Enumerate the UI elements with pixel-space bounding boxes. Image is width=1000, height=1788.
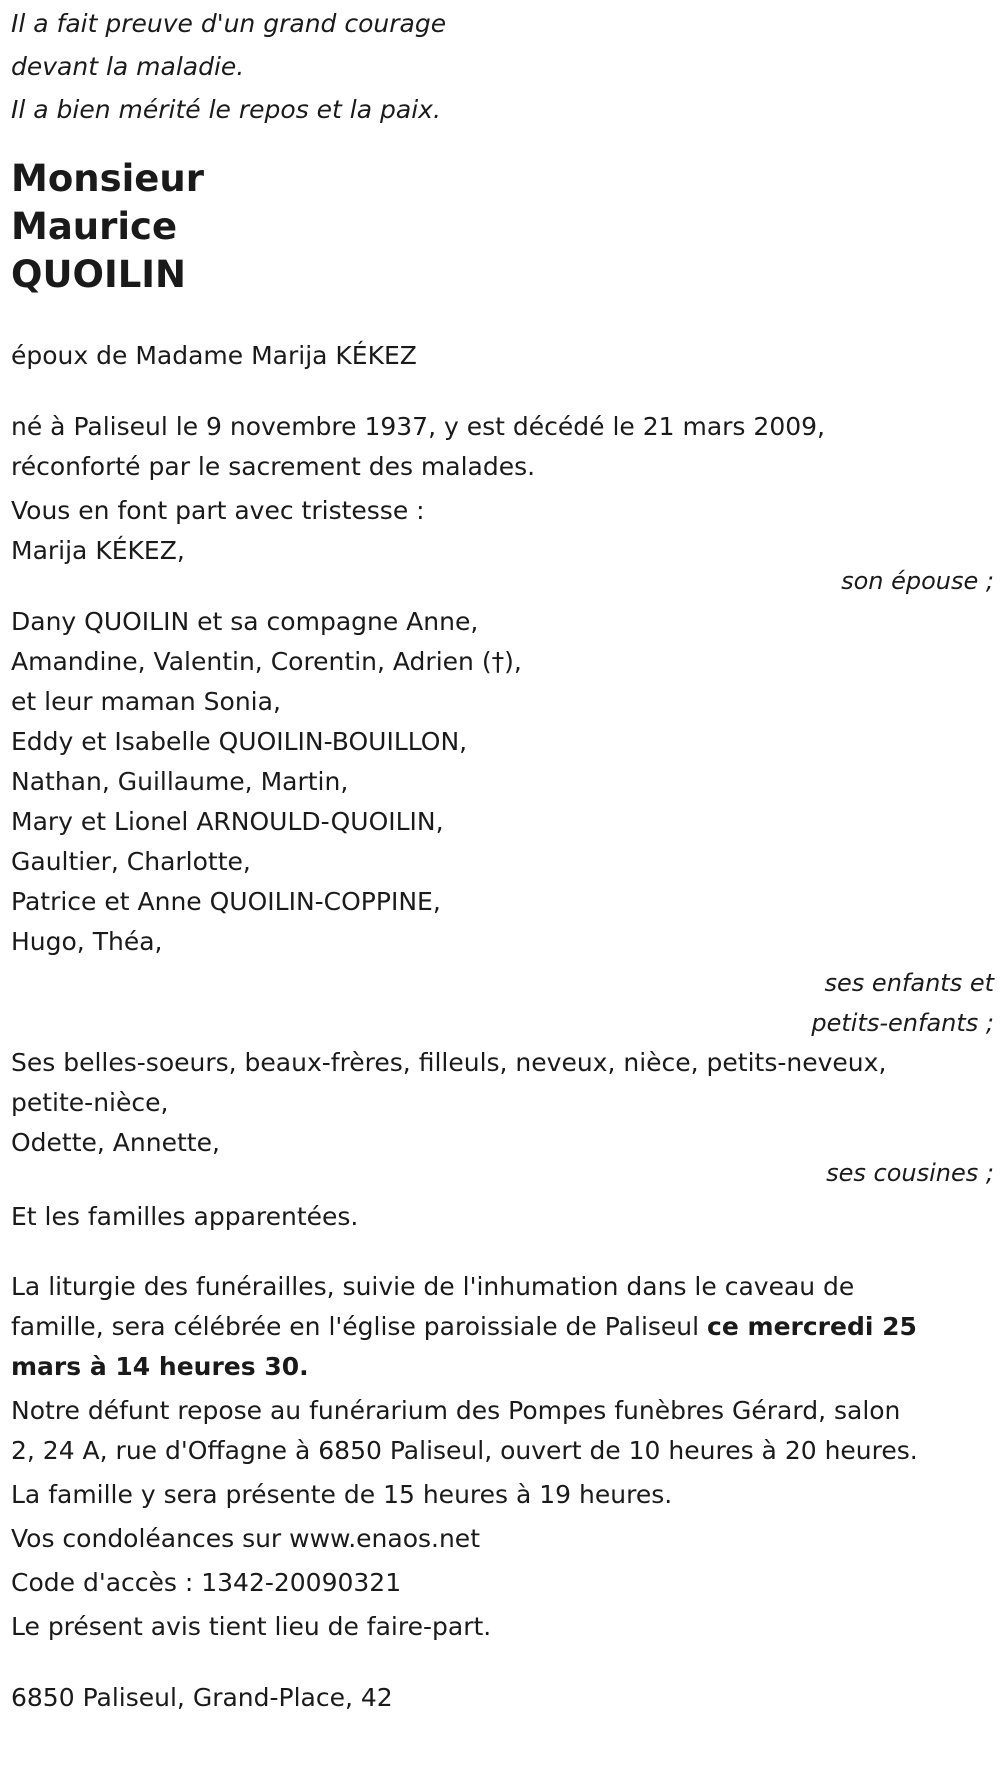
intro-quote: [11, 0, 991, 131]
spouse-name: Marija KÉKEZ,: [11, 536, 185, 565]
funeral-info: [11, 1267, 991, 1387]
cousins-role: ses cousines ;: [826, 1159, 994, 1187]
birth-death: [11, 407, 991, 487]
announce-line: Vous en font part avec tristesse :: [11, 496, 425, 525]
birth-death-line: né à Paliseul le 9 novembre 1937, y est décédé le 21 mars 2009,: [11, 412, 825, 441]
relatives-line: Ses belles-soeurs, beaux-frères, filleuls, neveux, nièce, petits-neveux,: [11, 1048, 887, 1077]
birth-death-line: réconforté par le sacrement des malades.: [11, 452, 536, 481]
child-line: Eddy et Isabelle QUOILIN-BOUILLON,: [11, 727, 468, 756]
deceased-title: Monsieur: [11, 157, 204, 200]
child-line: Dany QUOILIN et sa compagne Anne,: [11, 607, 479, 636]
children-role: ses enfants et: [824, 969, 994, 997]
funeral-date: ce mercredi 25: [707, 1312, 917, 1341]
funeral-line: [11, 1307, 991, 1347]
families-line: Et les familles apparentées.: [11, 1202, 359, 1231]
condolences-line: Vos condoléances sur www.enaos.net: [11, 1524, 480, 1553]
address-line: 6850 Paliseul, Grand-Place, 42: [11, 1683, 393, 1712]
intro-line: Il a bien mérité le repos et la paix.: [11, 95, 441, 124]
children-list: [11, 602, 991, 962]
cousins-names: Odette, Annette,: [11, 1128, 220, 1157]
intro-line: devant la maladie.: [11, 52, 245, 81]
child-line: Amandine, Valentin, Corentin, Adrien (†),: [11, 647, 522, 676]
deceased-first-name: Maurice: [11, 205, 178, 248]
child-line: Patrice et Anne QUOILIN-COPPINE,: [11, 887, 441, 916]
child-line: Nathan, Guillaume, Martin,: [11, 767, 349, 796]
funeral-time: mars à 14 heures 30.: [11, 1352, 309, 1381]
child-line: Hugo, Théa,: [11, 927, 163, 956]
notice-line: Le présent avis tient lieu de faire-part.: [11, 1612, 492, 1641]
child-line: Mary et Lionel ARNOULD-QUOILIN,: [11, 807, 444, 836]
intro-line: Il a fait preuve d'un grand courage: [11, 9, 447, 38]
deceased-name: [11, 155, 991, 299]
repose-info: [11, 1391, 991, 1471]
child-line: Gaultier, Charlotte,: [11, 847, 251, 876]
family-list: [11, 531, 994, 1237]
repose-line: 2, 24 A, rue d'Offagne à 6850 Paliseul, ouvert de 10 heures à 20 heures.: [11, 1436, 918, 1465]
funeral-line: La liturgie des funérailles, suivie de l'inhumation dans le caveau de: [11, 1272, 855, 1301]
access-code-line: Code d'accès : 1342-20090321: [11, 1568, 402, 1597]
funeral-line: [11, 1347, 991, 1387]
deceased-last-name: QUOILIN: [11, 253, 187, 296]
presence-line: La famille y sera présente de 15 heures à 19 heures.: [11, 1480, 673, 1509]
spouse-line: époux de Madame Marija KÉKEZ: [11, 341, 417, 370]
obituary-content: [11, 0, 994, 1718]
repose-line: Notre défunt repose au funérarium des Pompes funèbres Gérard, salon: [11, 1396, 901, 1425]
children-role: petits-enfants ;: [811, 1009, 994, 1037]
relatives-line: petite-nièce,: [11, 1088, 169, 1117]
funeral-text: famille, sera célébrée en l'église paroissiale de Paliseul: [11, 1312, 708, 1341]
spouse-role: son épouse ;: [841, 567, 994, 595]
child-line: et leur maman Sonia,: [11, 687, 281, 716]
